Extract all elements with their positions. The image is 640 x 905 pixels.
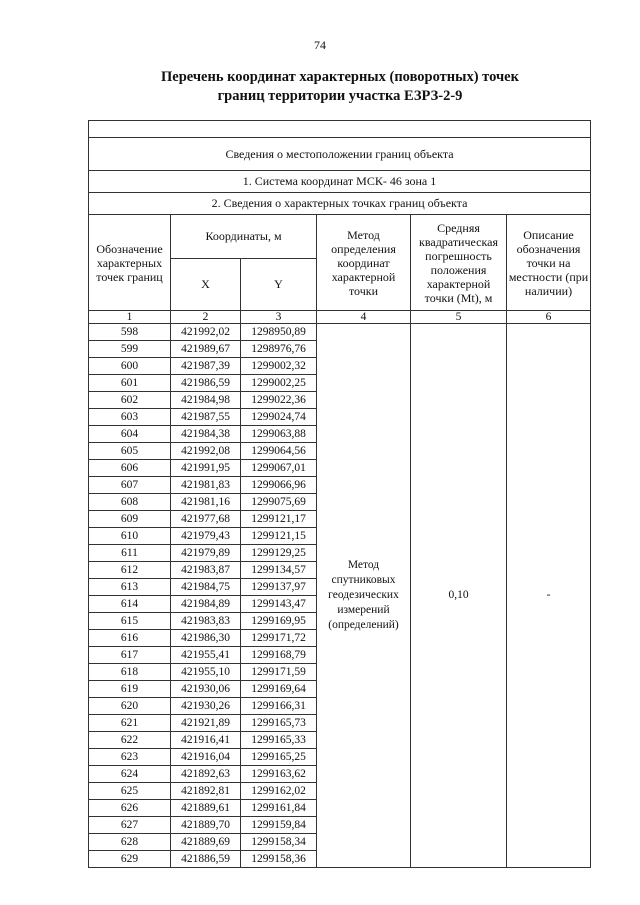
x-coordinate-cell: 421984,89 [171, 596, 241, 613]
x-coordinate-cell: 421955,10 [171, 664, 241, 681]
point-id-cell: 619 [89, 681, 171, 698]
top-band-row [89, 121, 591, 138]
table-row [89, 324, 591, 341]
x-coordinate-cell: 421930,26 [171, 698, 241, 715]
y-coordinate-cell: 1299165,25 [241, 749, 317, 766]
y-coordinate-cell: 1298976,76 [241, 341, 317, 358]
x-coordinate-cell: 421991,95 [171, 460, 241, 477]
point-id-cell: 605 [89, 443, 171, 460]
section-coord-system-row [89, 171, 591, 193]
y-coordinate-cell: 1299121,17 [241, 511, 317, 528]
x-coordinate-cell: 421986,30 [171, 630, 241, 647]
y-coordinate-cell: 1299075,69 [241, 494, 317, 511]
y-coordinate-cell: 1299171,59 [241, 664, 317, 681]
x-coordinate-cell: 421992,02 [171, 324, 241, 341]
column-number: 4 [317, 311, 411, 324]
section-points-info-row [89, 193, 591, 215]
title-line-2: границ территории участка ЕЗРЗ-2-9 [217, 88, 463, 104]
x-coordinate-cell: 421987,55 [171, 409, 241, 426]
method-cell: Метод спутниковых геодезических измерений (определений) [317, 324, 411, 868]
header-method: Метод определения координат характерной точки [317, 215, 411, 311]
y-coordinate-cell: 1299169,95 [241, 613, 317, 630]
point-id-cell: 608 [89, 494, 171, 511]
y-coordinate-cell: 1299064,56 [241, 443, 317, 460]
x-coordinate-cell: 421989,67 [171, 341, 241, 358]
point-id-cell: 614 [89, 596, 171, 613]
x-coordinate-cell: 421886,59 [171, 851, 241, 868]
point-id-cell: 615 [89, 613, 171, 630]
coordinates-table [88, 120, 591, 868]
point-id-cell: 628 [89, 834, 171, 851]
x-coordinate-cell: 421983,87 [171, 562, 241, 579]
x-coordinate-cell: 421984,75 [171, 579, 241, 596]
error-cell: 0,10 [411, 324, 507, 868]
y-coordinate-cell: 1299158,34 [241, 834, 317, 851]
point-id-cell: 602 [89, 392, 171, 409]
x-coordinate-cell: 421916,04 [171, 749, 241, 766]
point-id-cell: 601 [89, 375, 171, 392]
y-coordinate-cell: 1299158,36 [241, 851, 317, 868]
header-coordinates: Координаты, м [171, 215, 317, 259]
point-id-cell: 621 [89, 715, 171, 732]
point-id-cell: 609 [89, 511, 171, 528]
x-coordinate-cell: 421921,89 [171, 715, 241, 732]
x-coordinate-cell: 421889,69 [171, 834, 241, 851]
point-id-cell: 606 [89, 460, 171, 477]
x-coordinate-cell: 421955,41 [171, 647, 241, 664]
y-coordinate-cell: 1299143,47 [241, 596, 317, 613]
y-coordinate-cell: 1299002,25 [241, 375, 317, 392]
header-row-1 [89, 215, 591, 259]
point-id-cell: 617 [89, 647, 171, 664]
point-id-cell: 622 [89, 732, 171, 749]
y-coordinate-cell: 1299067,01 [241, 460, 317, 477]
point-id-cell: 616 [89, 630, 171, 647]
point-id-cell: 613 [89, 579, 171, 596]
header-error: Средняя квадратическая погрешность положения характерной точки (Mt), м [411, 215, 507, 311]
point-id-cell: 607 [89, 477, 171, 494]
column-number: 3 [241, 311, 317, 324]
x-coordinate-cell: 421977,68 [171, 511, 241, 528]
x-coordinate-cell: 421889,61 [171, 800, 241, 817]
y-coordinate-cell: 1299024,74 [241, 409, 317, 426]
x-coordinate-cell: 421986,59 [171, 375, 241, 392]
x-coordinate-cell: 421987,39 [171, 358, 241, 375]
header-point-label: Обозначение характерных точек границ [89, 215, 171, 311]
y-coordinate-cell: 1299161,84 [241, 800, 317, 817]
point-id-cell: 626 [89, 800, 171, 817]
point-id-cell: 610 [89, 528, 171, 545]
y-coordinate-cell: 1299121,15 [241, 528, 317, 545]
column-number: 6 [507, 311, 591, 324]
point-id-cell: 611 [89, 545, 171, 562]
page-number: 74 [314, 38, 326, 52]
x-coordinate-cell: 421984,38 [171, 426, 241, 443]
x-coordinate-cell: 421981,16 [171, 494, 241, 511]
x-coordinate-cell: 421930,06 [171, 681, 241, 698]
section-points-info: 2. Сведения о характерных точках границ объекта [89, 193, 591, 215]
point-id-cell: 623 [89, 749, 171, 766]
y-coordinate-cell: 1299163,62 [241, 766, 317, 783]
header-y: Y [241, 259, 317, 311]
y-coordinate-cell: 1299162,02 [241, 783, 317, 800]
point-id-cell: 599 [89, 341, 171, 358]
point-id-cell: 618 [89, 664, 171, 681]
column-number: 1 [89, 311, 171, 324]
y-coordinate-cell: 1299169,64 [241, 681, 317, 698]
x-coordinate-cell: 421892,63 [171, 766, 241, 783]
description-cell: - [507, 324, 591, 868]
column-number: 5 [411, 311, 507, 324]
point-id-cell: 627 [89, 817, 171, 834]
point-id-cell: 624 [89, 766, 171, 783]
y-coordinate-cell: 1299129,25 [241, 545, 317, 562]
y-coordinate-cell: 1299063,88 [241, 426, 317, 443]
x-coordinate-cell: 421992,08 [171, 443, 241, 460]
point-id-cell: 629 [89, 851, 171, 868]
point-id-cell: 620 [89, 698, 171, 715]
y-coordinate-cell: 1299002,32 [241, 358, 317, 375]
section-coord-system: 1. Система координат МСК- 46 зона 1 [89, 171, 591, 193]
y-coordinate-cell: 1299171,72 [241, 630, 317, 647]
point-id-cell: 598 [89, 324, 171, 341]
y-coordinate-cell: 1299137,97 [241, 579, 317, 596]
x-coordinate-cell: 421983,83 [171, 613, 241, 630]
title-line-1: Перечень координат характерных (поворотных) точек [161, 69, 519, 85]
point-id-cell: 612 [89, 562, 171, 579]
section-location-row [89, 138, 591, 171]
x-coordinate-cell: 421889,70 [171, 817, 241, 834]
x-coordinate-cell: 421979,89 [171, 545, 241, 562]
x-coordinate-cell: 421916,41 [171, 732, 241, 749]
point-id-cell: 600 [89, 358, 171, 375]
y-coordinate-cell: 1299159,84 [241, 817, 317, 834]
column-numbers-row [89, 311, 591, 324]
y-coordinate-cell: 1299165,73 [241, 715, 317, 732]
point-id-cell: 604 [89, 426, 171, 443]
x-coordinate-cell: 421984,98 [171, 392, 241, 409]
header-description: Описание обозначения точки на местности (при наличии) [507, 215, 591, 311]
y-coordinate-cell: 1299165,33 [241, 732, 317, 749]
y-coordinate-cell: 1299022,36 [241, 392, 317, 409]
x-coordinate-cell: 421892,81 [171, 783, 241, 800]
document-title [60, 68, 620, 106]
top-band-cell [89, 121, 591, 138]
header-x: X [171, 259, 241, 311]
y-coordinate-cell: 1299134,57 [241, 562, 317, 579]
y-coordinate-cell: 1299066,96 [241, 477, 317, 494]
point-id-cell: 603 [89, 409, 171, 426]
y-coordinate-cell: 1299168,79 [241, 647, 317, 664]
point-id-cell: 625 [89, 783, 171, 800]
section-location: Сведения о местоположении границ объекта [89, 138, 591, 171]
x-coordinate-cell: 421981,83 [171, 477, 241, 494]
y-coordinate-cell: 1299166,31 [241, 698, 317, 715]
y-coordinate-cell: 1298950,89 [241, 324, 317, 341]
column-number: 2 [171, 311, 241, 324]
x-coordinate-cell: 421979,43 [171, 528, 241, 545]
